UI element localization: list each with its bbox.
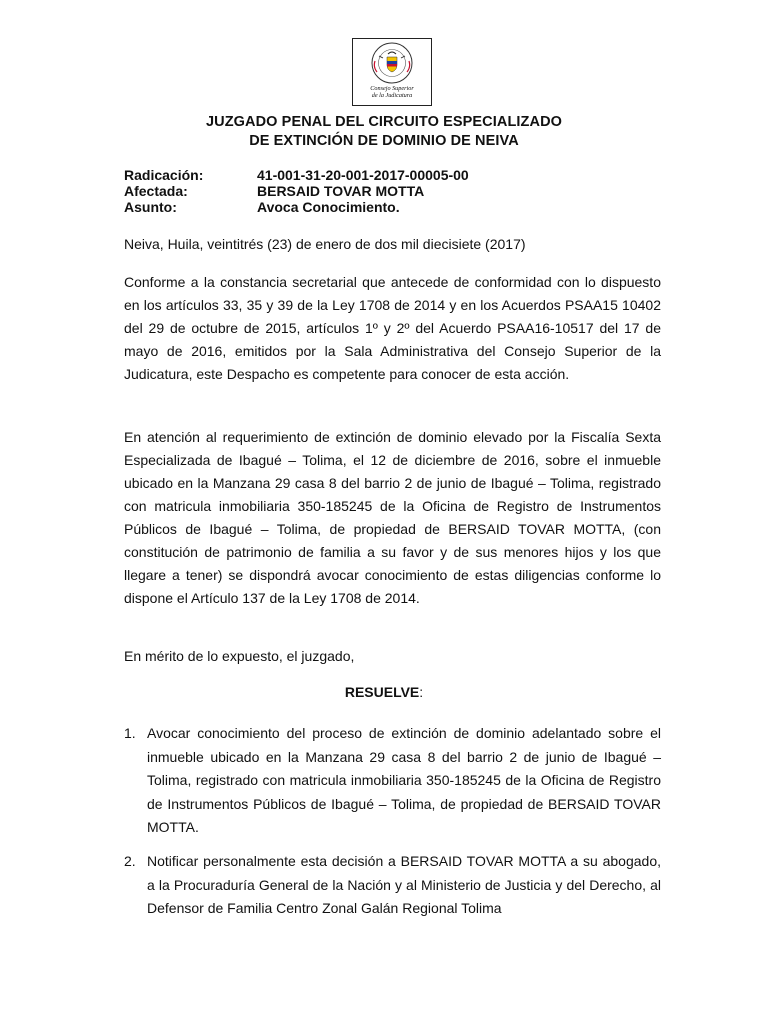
list-item-text: Notificar personalmente esta decisión a BERSAID TOVAR MOTTA a su abogado, a la Procuraduría General de la Nación y al Ministerio de Justicia y del Derecho, al Defensor de Familia Centro Zonal Galán Regional Tolima xyxy=(147,853,661,916)
seal-caption-line2: de la Judicatura xyxy=(371,92,413,99)
meta-radicacion xyxy=(124,167,469,183)
list-item-number: 1. xyxy=(124,725,136,741)
resuelve-colon: : xyxy=(419,684,424,700)
meta-label: Radicación: xyxy=(124,167,204,183)
list-item xyxy=(124,722,661,840)
date-line: Neiva, Huila, veintitrés (23) de enero de dos mil diecisiete (2017) xyxy=(124,236,526,252)
paragraph-merit: En mérito de lo expuesto, el juzgado, xyxy=(124,648,355,664)
judicial-seal-logo xyxy=(352,38,432,106)
meta-label: Asunto: xyxy=(124,199,177,215)
resuelve-word: RESUELVE xyxy=(344,684,420,700)
meta-value: BERSAID TOVAR MOTTA xyxy=(257,183,425,199)
meta-value: Avoca Conocimiento. xyxy=(257,199,400,215)
list-item-text: Avocar conocimiento del proceso de extinción de dominio adelantado sobre el inmueble ubicado en la Manzana 29 casa 8 del barrio 2 de junio de Ibagué – Tolima, registrado con matricula inmobiliaria 350-185245 de la Oficina de Registro de Instrumentos Públicos de Ibagué – Tolima, de propiedad de BERSAID TOVAR MOTTA. xyxy=(147,725,661,835)
meta-value: 41-001-31-20-001-2017-00005-00 xyxy=(257,167,469,183)
list-item-number: 2. xyxy=(124,853,136,869)
meta-label: Afectada: xyxy=(124,183,188,199)
paragraph-request: En atención al requerimiento de extinción de dominio elevado por la Fiscalía Sexta Especializada de Ibagué – Tolima, el 12 de diciembre de 2016, sobre el inmueble ubicado en la Manzana 29 casa 8 del barrio 2 de junio de Ibagué – Tolima, registrado con matricula inmobiliaria 350-185245 de la Oficina de Registro de Instrumentos Públicos de Ibagué – Tolima, de propiedad de BERSAID TOVAR MOTTA, (con constitución de patrimonio de familia a su favor y de sus menores hijos y los que llegare a tener) se dispondrá avocar conocimiento de estas diligencias conforme lo dispone el Artículo 137 de la Ley 1708 de 2014. xyxy=(124,429,661,606)
paragraph-competence: Conforme a la constancia secretarial que antecede de conformidad con lo dispuesto en los artículos 33, 35 y 39 de la Ley 1708 de 2014 y en los Acuerdos PSAA15 10402 del 29 de octubre de 2015, artículos 1º y 2º del Acuerdo PSAA16-10517 del 17 de mayo de 2016, emitidos por la Sala Administrativa del Consejo Superior de la Judicatura, este Despacho es competente para conocer de esta acción. xyxy=(124,274,661,382)
coat-of-arms-icon xyxy=(353,39,431,105)
resuelve-heading xyxy=(0,684,768,700)
court-title-line2: DE EXTINCIÓN DE DOMINIO DE NEIVA xyxy=(249,133,519,149)
seal-caption-line1: Consejo Superior xyxy=(370,85,414,92)
meta-asunto xyxy=(124,199,400,215)
meta-afectada xyxy=(124,183,424,199)
list-item xyxy=(124,850,661,921)
court-title-line1: JUZGADO PENAL DEL CIRCUITO ESPECIALIZADO xyxy=(205,114,563,130)
